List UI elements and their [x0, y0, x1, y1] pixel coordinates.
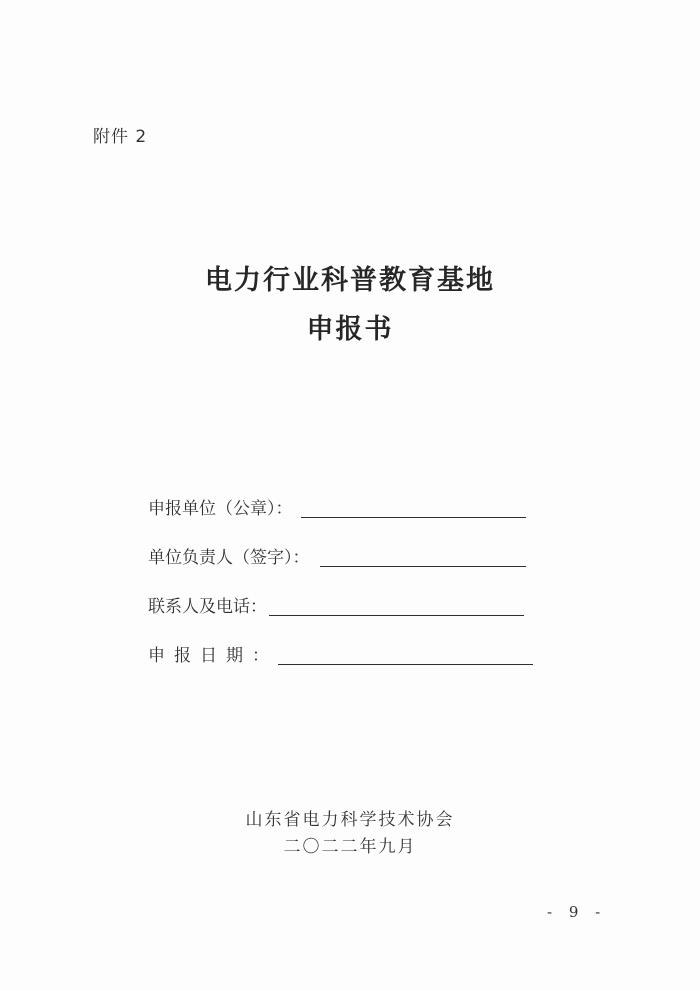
- field-applicant-unit: [148, 490, 526, 520]
- fill-in-line: [278, 644, 533, 665]
- document-title: 电力行业科普教育基地: [205, 265, 495, 296]
- field-unit-head: [148, 539, 526, 569]
- page-number: - 9 -: [547, 903, 607, 921]
- issuing-organization: 山东省电力科学技术协会: [245, 810, 455, 830]
- field-label: 单位负责人（签字）：: [148, 548, 310, 568]
- field-label: 申报单位（公章）：: [148, 499, 293, 519]
- attachment-label: 附件 2: [93, 127, 148, 147]
- fill-in-line: [301, 497, 526, 518]
- field-apply-date: [148, 637, 533, 667]
- field-label: 联系人及电话：: [148, 597, 267, 617]
- field-contact: [148, 588, 524, 618]
- document-subtitle: 申报书: [306, 314, 394, 345]
- fill-in-line: [320, 546, 526, 567]
- issue-date: 二〇二二年九月: [283, 837, 417, 857]
- field-label: 申报日期：: [148, 646, 278, 666]
- fill-in-line: [269, 595, 524, 616]
